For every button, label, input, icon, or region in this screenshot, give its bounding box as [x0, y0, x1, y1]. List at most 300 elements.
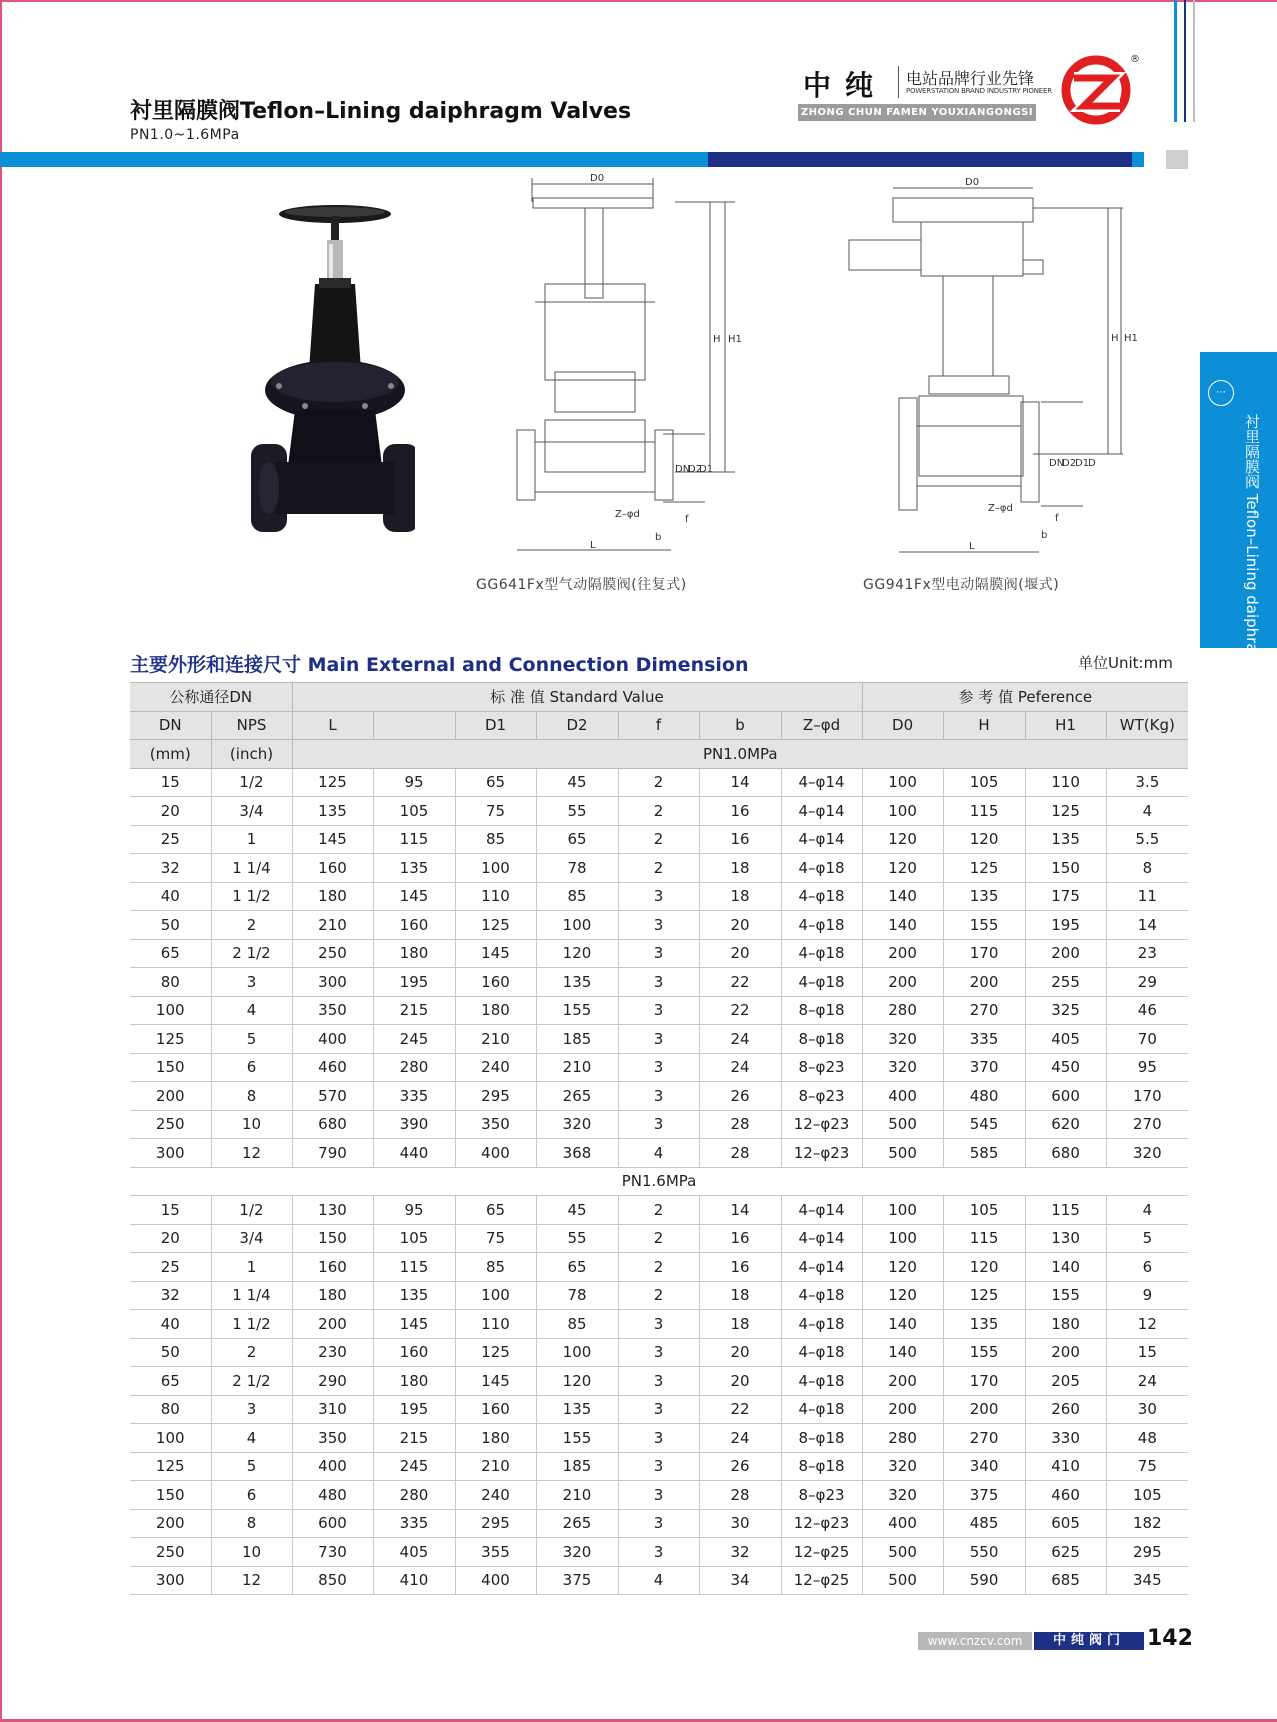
- table-cell: 4: [618, 1139, 699, 1168]
- table-cell: 155: [536, 1424, 618, 1453]
- table-cell: 10: [211, 1538, 292, 1567]
- label-d0: D0: [590, 173, 605, 184]
- label-d1: D1: [699, 464, 714, 475]
- table-cell: 145: [373, 1310, 455, 1339]
- table-cell: 65: [536, 1253, 618, 1282]
- table-cell: 200: [1025, 939, 1106, 968]
- table-cell: 130: [1025, 1224, 1106, 1253]
- table-row: [130, 1424, 1188, 1453]
- table-cell: 175: [1025, 882, 1106, 911]
- table-cell: 180: [292, 882, 373, 911]
- table-cell: 9: [1106, 1281, 1188, 1310]
- header-standard: 标 准 值 Standard Value: [292, 683, 862, 712]
- decor-line: [1184, 0, 1186, 122]
- dimension-table: [130, 682, 1188, 1595]
- table-cell: 6: [211, 1481, 292, 1510]
- table-cell: 120: [862, 1253, 943, 1282]
- table-cell: 850: [292, 1566, 373, 1595]
- table-cell: 4–φ14: [781, 1224, 862, 1253]
- table-cell: 4–φ18: [781, 1310, 862, 1339]
- table-cell: 210: [455, 1452, 536, 1481]
- table-cell: 130: [292, 1196, 373, 1225]
- table-cell: 50: [130, 1338, 211, 1367]
- label-h1: H1: [728, 334, 742, 345]
- table-cell: 24: [699, 1025, 781, 1054]
- table-cell: 200: [1025, 1338, 1106, 1367]
- table-cell: 12–φ25: [781, 1538, 862, 1567]
- table-cell: 65: [455, 1196, 536, 1225]
- table-cell: 34: [699, 1566, 781, 1595]
- table-cell: 2: [618, 854, 699, 883]
- table-cell: 30: [1106, 1395, 1188, 1424]
- table-cell: 1 1/4: [211, 1281, 292, 1310]
- table-cell: 6: [1106, 1253, 1188, 1282]
- company-logo: [1060, 50, 1142, 128]
- table-cell: 500: [862, 1538, 943, 1567]
- table-cell: 280: [373, 1053, 455, 1082]
- brand-divider: [898, 66, 899, 98]
- unit-inch: (inch): [211, 740, 292, 769]
- table-cell: 480: [943, 1082, 1025, 1111]
- table-cell: 545: [943, 1110, 1025, 1139]
- table-cell: 5: [1106, 1224, 1188, 1253]
- table-cell: 3: [618, 939, 699, 968]
- page-subtitle: PN1.0~1.6MPa: [130, 127, 240, 143]
- table-cell: 125: [943, 1281, 1025, 1310]
- table-cell: 135: [943, 1310, 1025, 1339]
- table-cell: 4–φ14: [781, 1196, 862, 1225]
- label-d1: D1: [1075, 458, 1090, 469]
- table-cell: 100: [130, 1424, 211, 1453]
- page-title: 衬里隔膜阀Teflon–Lining daiphragm Valves: [130, 99, 632, 124]
- table-cell: 135: [292, 797, 373, 826]
- col-nps: NPS: [211, 711, 292, 740]
- table-cell: 105: [373, 797, 455, 826]
- table-cell: 75: [1106, 1452, 1188, 1481]
- table-cell: 620: [1025, 1110, 1106, 1139]
- header-band-grey: [1166, 150, 1188, 169]
- table-cell: 100: [862, 768, 943, 797]
- table-cell: 368: [536, 1139, 618, 1168]
- table-cell: 500: [862, 1110, 943, 1139]
- label-h: H: [713, 334, 721, 345]
- table-cell: 8–φ18: [781, 996, 862, 1025]
- table-cell: 105: [373, 1224, 455, 1253]
- table-row: [130, 1538, 1188, 1567]
- table-cell: 320: [862, 1481, 943, 1510]
- table-cell: 1 1/2: [211, 1310, 292, 1339]
- table-cell: 180: [373, 939, 455, 968]
- table-row: [130, 1053, 1188, 1082]
- table-row: [130, 1566, 1188, 1595]
- table-cell: 250: [130, 1538, 211, 1567]
- table-cell: 1: [211, 1253, 292, 1282]
- table-cell: 8–φ23: [781, 1481, 862, 1510]
- table-cell: 140: [862, 1310, 943, 1339]
- table-cell: 460: [1025, 1481, 1106, 1510]
- table-cell: 4–φ14: [781, 797, 862, 826]
- table-row: [130, 968, 1188, 997]
- caption-pneumatic: GG641Fx型气动隔膜阀(往复式): [476, 577, 687, 593]
- table-cell: 80: [130, 1395, 211, 1424]
- table-cell: 135: [536, 1395, 618, 1424]
- table-cell: 4: [618, 1566, 699, 1595]
- table-cell: 375: [536, 1566, 618, 1595]
- table-cell: 255: [1025, 968, 1106, 997]
- section-title: 主要外形和连接尺寸 Main External and Connection Dimension: [130, 654, 749, 676]
- table-cell: 370: [943, 1053, 1025, 1082]
- decor-line: [1174, 0, 1177, 122]
- table-cell: 265: [536, 1082, 618, 1111]
- table-cell: 20: [699, 1338, 781, 1367]
- table-cell: 200: [862, 1367, 943, 1396]
- table-cell: 15: [130, 768, 211, 797]
- table-group-header-row: [130, 683, 1188, 712]
- registered-mark: ®: [1130, 54, 1140, 65]
- table-cell: 4: [1106, 797, 1188, 826]
- table-cell: 310: [292, 1395, 373, 1424]
- table-cell: 195: [373, 968, 455, 997]
- table-cell: 29: [1106, 968, 1188, 997]
- table-cell: 40: [130, 882, 211, 911]
- table-cell: 4: [211, 1424, 292, 1453]
- col-h: H: [943, 711, 1025, 740]
- table-cell: 3.5: [1106, 768, 1188, 797]
- table-cell: 10: [211, 1110, 292, 1139]
- brand-slogan: 电站品牌行业先锋: [906, 69, 1035, 88]
- table-cell: 26: [699, 1082, 781, 1111]
- pneumatic-valve-drawing: [505, 172, 765, 557]
- table-cell: 550: [943, 1538, 1025, 1567]
- table-cell: 335: [373, 1082, 455, 1111]
- table-cell: 40: [130, 1310, 211, 1339]
- table-cell: 3: [618, 1452, 699, 1481]
- table-cell: 195: [1025, 911, 1106, 940]
- table-cell: 155: [943, 911, 1025, 940]
- table-cell: 410: [1025, 1452, 1106, 1481]
- table-cell: 85: [536, 882, 618, 911]
- table-cell: 32: [699, 1538, 781, 1567]
- table-cell: 100: [455, 1281, 536, 1310]
- table-cell: 460: [292, 1053, 373, 1082]
- table-cell: 25: [130, 1253, 211, 1282]
- table-cell: 100: [862, 797, 943, 826]
- table-cell: 95: [373, 768, 455, 797]
- table-cell: 160: [373, 911, 455, 940]
- label-dn: DN: [1049, 458, 1065, 469]
- table-row: [130, 939, 1188, 968]
- table-cell: 30: [699, 1509, 781, 1538]
- brand-company-bar: ZHONG CHUN FAMEN YOUXIANGONGSI: [798, 104, 1036, 121]
- table-cell: 170: [943, 1367, 1025, 1396]
- table-cell: 5: [211, 1452, 292, 1481]
- table-cell: 345: [1106, 1566, 1188, 1595]
- label-h: H: [1111, 333, 1119, 344]
- table-cell: 300: [130, 1139, 211, 1168]
- table-cell: 2: [618, 825, 699, 854]
- table-cell: 260: [1025, 1395, 1106, 1424]
- col-dn: DN: [130, 711, 211, 740]
- side-tab-label: 衬里隔膜阀 Teflon–Lining daiphragm Valves: [1243, 414, 1261, 730]
- col-d1: D1: [455, 711, 536, 740]
- table-cell: 160: [455, 968, 536, 997]
- table-cell: 145: [292, 825, 373, 854]
- table-row: [130, 1196, 1188, 1225]
- table-cell: 270: [943, 1424, 1025, 1453]
- table-cell: 240: [455, 1053, 536, 1082]
- table-cell: 55: [536, 797, 618, 826]
- table-cell: 685: [1025, 1566, 1106, 1595]
- caption-electric: GG941Fx型电动隔膜阀(堰式): [863, 577, 1060, 593]
- table-row: [130, 1082, 1188, 1111]
- table-cell: 120: [536, 1367, 618, 1396]
- header-band-accent: [1132, 152, 1144, 167]
- table-cell: 15: [1106, 1338, 1188, 1367]
- table-cell: 4–φ18: [781, 882, 862, 911]
- unit-label: 单位Unit:mm: [1078, 654, 1173, 672]
- header-band-light: [0, 152, 708, 167]
- table-row: [130, 1139, 1188, 1168]
- label-b: b: [1041, 530, 1048, 541]
- table-cell: 2: [618, 797, 699, 826]
- table-cell: 2: [618, 1196, 699, 1225]
- table-cell: 100: [536, 1338, 618, 1367]
- table-cell: 250: [130, 1110, 211, 1139]
- table-cell: 210: [536, 1053, 618, 1082]
- label-f: f: [685, 514, 689, 525]
- col-d0: D0: [862, 711, 943, 740]
- header-nominal: 公称通径DN: [130, 683, 292, 712]
- table-cell: 3: [618, 968, 699, 997]
- table-cell: 270: [943, 996, 1025, 1025]
- table-cell: 570: [292, 1082, 373, 1111]
- table-cell: 12: [211, 1566, 292, 1595]
- table-cell: 2: [211, 1338, 292, 1367]
- table-cell: 585: [943, 1139, 1025, 1168]
- table-cell: 500: [862, 1139, 943, 1168]
- col-l: L: [292, 711, 373, 740]
- table-cell: 160: [292, 1253, 373, 1282]
- table-cell: 65: [536, 825, 618, 854]
- table-cell: 18: [699, 854, 781, 883]
- header-band-dark: [708, 152, 1132, 167]
- table-cell: 2: [618, 1224, 699, 1253]
- table-cell: 300: [292, 968, 373, 997]
- table-cell: 95: [1106, 1053, 1188, 1082]
- table-cell: 8–φ23: [781, 1053, 862, 1082]
- label-f: f: [1055, 513, 1059, 524]
- table-cell: 28: [699, 1139, 781, 1168]
- table-cell: 5: [211, 1025, 292, 1054]
- table-cell: 590: [943, 1566, 1025, 1595]
- table-cell: 14: [699, 1196, 781, 1225]
- table-cell: 450: [1025, 1053, 1106, 1082]
- table-cell: 100: [536, 911, 618, 940]
- col-zd: Z–φd: [781, 711, 862, 740]
- table-cell: 205: [1025, 1367, 1106, 1396]
- col-blank: [373, 711, 455, 740]
- label-d0: D0: [965, 177, 980, 188]
- decor-line: [1193, 0, 1195, 122]
- table-cell: 120: [536, 939, 618, 968]
- table-cell: 120: [943, 1253, 1025, 1282]
- table-cell: 12–φ23: [781, 1509, 862, 1538]
- table-cell: 600: [292, 1509, 373, 1538]
- pn10-label: PN1.0MPa: [292, 740, 1188, 769]
- table-cell: 115: [373, 1253, 455, 1282]
- table-cell: 160: [292, 854, 373, 883]
- table-cell: 200: [943, 1395, 1025, 1424]
- table-cell: 600: [1025, 1082, 1106, 1111]
- col-wt: WT(Kg): [1106, 711, 1188, 740]
- table-cell: 170: [943, 939, 1025, 968]
- table-cell: 405: [373, 1538, 455, 1567]
- table-cell: 320: [1106, 1139, 1188, 1168]
- table-cell: 160: [373, 1338, 455, 1367]
- table-cell: 115: [943, 797, 1025, 826]
- table-cell: 180: [1025, 1310, 1106, 1339]
- table-cell: 210: [536, 1481, 618, 1510]
- table-cell: 120: [862, 1281, 943, 1310]
- table-cell: 75: [455, 1224, 536, 1253]
- table-cell: 210: [292, 911, 373, 940]
- table-cell: 3/4: [211, 797, 292, 826]
- table-cell: 1 1/4: [211, 854, 292, 883]
- table-cell: 20: [130, 1224, 211, 1253]
- table-cell: 180: [373, 1367, 455, 1396]
- table-cell: 3: [618, 996, 699, 1025]
- table-cell: 3: [618, 882, 699, 911]
- table-cell: 280: [862, 996, 943, 1025]
- table-unit-row: [130, 740, 1188, 769]
- table-cell: 400: [455, 1566, 536, 1595]
- label-b: b: [655, 532, 662, 543]
- table-cell: 4–φ18: [781, 939, 862, 968]
- table-cell: 2 1/2: [211, 939, 292, 968]
- table-cell: 195: [373, 1395, 455, 1424]
- table-cell: 32: [130, 854, 211, 883]
- table-cell: 125: [943, 854, 1025, 883]
- electric-valve-drawing: [843, 176, 1143, 561]
- table-cell: 160: [455, 1395, 536, 1424]
- table-cell: 125: [292, 768, 373, 797]
- table-cell: 22: [699, 968, 781, 997]
- table-cell: 78: [536, 1281, 618, 1310]
- unit-mm: (mm): [130, 740, 211, 769]
- table-cell: 625: [1025, 1538, 1106, 1567]
- table-cell: 180: [455, 1424, 536, 1453]
- label-l: L: [969, 541, 975, 552]
- label-d: D: [1088, 458, 1096, 469]
- table-cell: 120: [862, 854, 943, 883]
- table-cell: 680: [292, 1110, 373, 1139]
- table-row: [130, 797, 1188, 826]
- table-cell: 410: [373, 1566, 455, 1595]
- table-cell: 3: [618, 1424, 699, 1453]
- col-b: b: [699, 711, 781, 740]
- table-cell: 3: [618, 1367, 699, 1396]
- table-cell: 110: [455, 882, 536, 911]
- table-cell: 3: [618, 1110, 699, 1139]
- table-cell: 245: [373, 1025, 455, 1054]
- valve-product-photo: [245, 200, 415, 570]
- table-cell: 335: [943, 1025, 1025, 1054]
- table-cell: 320: [862, 1025, 943, 1054]
- table-cell: 100: [130, 996, 211, 1025]
- table-cell: 3: [211, 1395, 292, 1424]
- table-cell: 46: [1106, 996, 1188, 1025]
- table-cell: 85: [455, 825, 536, 854]
- table-cell: 100: [862, 1224, 943, 1253]
- table-cell: 400: [862, 1082, 943, 1111]
- table-cell: 105: [943, 1196, 1025, 1225]
- table-cell: 120: [943, 825, 1025, 854]
- table-cell: 12–φ23: [781, 1139, 862, 1168]
- table-cell: 500: [862, 1566, 943, 1595]
- table-cell: 350: [292, 1424, 373, 1453]
- table-row: [130, 996, 1188, 1025]
- table-cell: 105: [943, 768, 1025, 797]
- table-cell: 3: [618, 1538, 699, 1567]
- table-cell: 215: [373, 1424, 455, 1453]
- header-reference: 参 考 值 Peference: [862, 683, 1188, 712]
- table-row: [130, 1025, 1188, 1054]
- table-cell: 11: [1106, 882, 1188, 911]
- table-cell: 400: [455, 1139, 536, 1168]
- table-cell: 48: [1106, 1424, 1188, 1453]
- table-cell: 1/2: [211, 1196, 292, 1225]
- table-cell: 24: [1106, 1367, 1188, 1396]
- table-cell: 2: [211, 911, 292, 940]
- table-cell: 110: [1025, 768, 1106, 797]
- table-row: [130, 825, 1188, 854]
- table-cell: 4–φ18: [781, 1367, 862, 1396]
- table-row: [130, 1509, 1188, 1538]
- label-zd: Z–φd: [615, 509, 640, 520]
- table-cell: 265: [536, 1509, 618, 1538]
- col-f: f: [618, 711, 699, 740]
- label-h1: H1: [1124, 333, 1138, 344]
- table-cell: 8–φ18: [781, 1452, 862, 1481]
- table-cell: 80: [130, 968, 211, 997]
- table-row: [130, 1253, 1188, 1282]
- table-cell: 16: [699, 1253, 781, 1282]
- table-cell: 270: [1106, 1110, 1188, 1139]
- table-cell: 180: [292, 1281, 373, 1310]
- table-cell: 4–φ18: [781, 968, 862, 997]
- table-cell: 2: [618, 1281, 699, 1310]
- table-cell: 135: [943, 882, 1025, 911]
- table-cell: 355: [455, 1538, 536, 1567]
- table-cell: 18: [699, 1281, 781, 1310]
- table-cell: 230: [292, 1338, 373, 1367]
- table-cell: 115: [373, 825, 455, 854]
- pn16-label: PN1.6MPa: [130, 1167, 1188, 1196]
- table-cell: 135: [1025, 825, 1106, 854]
- table-cell: 790: [292, 1139, 373, 1168]
- table-cell: 45: [536, 1196, 618, 1225]
- col-d2: D2: [536, 711, 618, 740]
- table-cell: 140: [862, 911, 943, 940]
- table-cell: 110: [455, 1310, 536, 1339]
- label-dn: DN: [675, 464, 691, 475]
- table-cell: 3: [618, 1053, 699, 1082]
- table-row: [130, 1310, 1188, 1339]
- table-cell: 125: [130, 1025, 211, 1054]
- table-cell: 325: [1025, 996, 1106, 1025]
- table-cell: 28: [699, 1481, 781, 1510]
- table-cell: 295: [1106, 1538, 1188, 1567]
